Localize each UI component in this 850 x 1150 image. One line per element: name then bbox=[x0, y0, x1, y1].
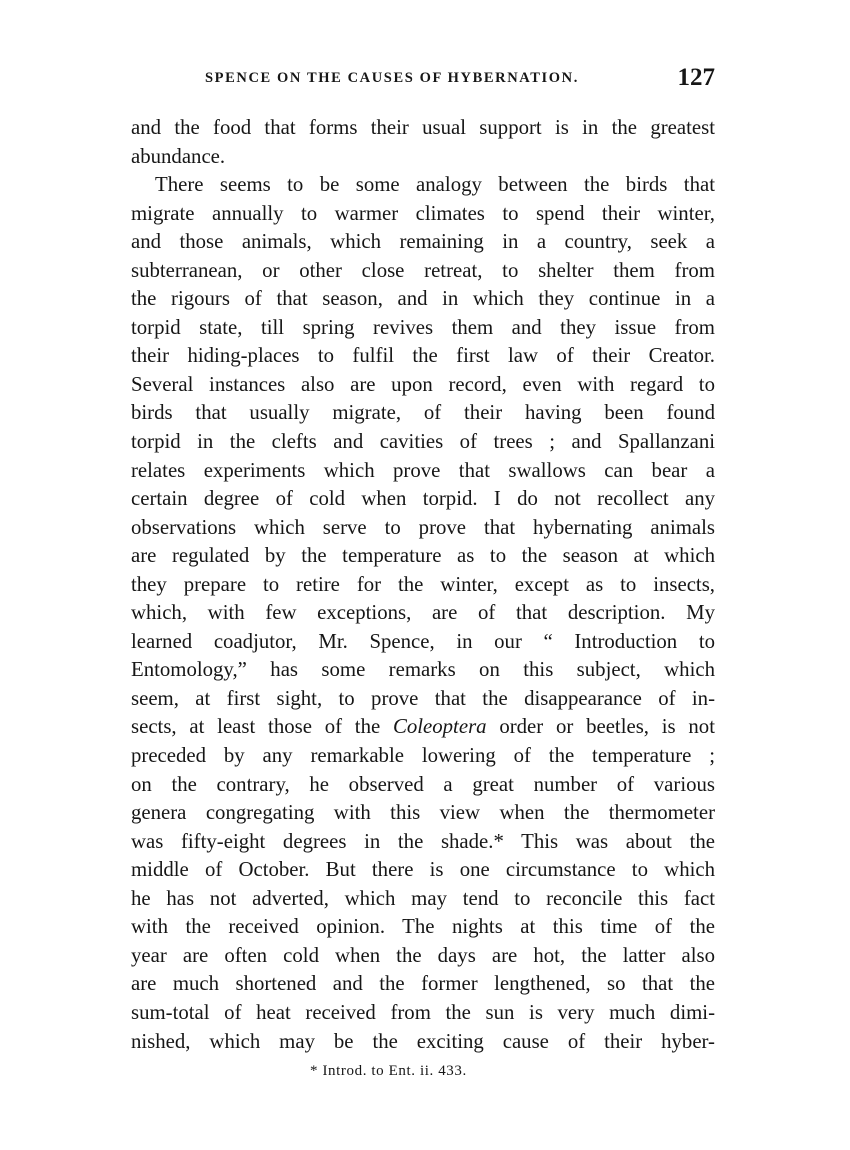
text-line: torpid in the clefts and cavities of trees ; and Spallanzani bbox=[131, 430, 715, 454]
text-line: genera congregating with this view when the thermometer bbox=[131, 801, 715, 825]
text-line: are regulated by the temperature as to the season at which bbox=[131, 544, 715, 568]
text-line: their hiding-places to fulfil the first law of their Creator. bbox=[131, 344, 715, 368]
italic-term-coleoptera: Coleoptera bbox=[392, 715, 487, 739]
text-line: are much shortened and the former lengthened, so that the bbox=[131, 972, 715, 996]
text-line: relates experiments which prove that swallows can bear a bbox=[131, 458, 715, 482]
running-title: SPENCE ON THE CAUSES OF HYBERNATION. bbox=[205, 70, 579, 86]
text-line: year are often cold when the days are hot, the latter also bbox=[131, 943, 715, 967]
text-line: birds that usually migrate, of their having been found bbox=[131, 401, 715, 425]
text-line: and the food that forms their usual support is in the greatest bbox=[131, 116, 715, 139]
text-line: was fifty-eight degrees in the shade.* This was about the bbox=[131, 829, 715, 853]
text-line: subterranean, or other close retreat, to shelter them from bbox=[131, 258, 715, 282]
text-line: nished, which may be the exciting cause of their hyber- bbox=[131, 1029, 715, 1053]
text-line: he has not adverted, which may tend to reconcile this fact bbox=[131, 886, 715, 910]
footnote: * Introd. to Ent. ii. 433. bbox=[310, 1063, 467, 1079]
text-line: torpid state, till spring revives them and they issue from bbox=[131, 315, 715, 339]
body-text bbox=[131, 114, 715, 1056]
text-line: Several instances also are upon record, even with regard to bbox=[131, 372, 715, 396]
text-line: on the contrary, he observed a great number of various bbox=[131, 772, 715, 796]
text-line: and those animals, which remaining in a country, seek a bbox=[131, 230, 715, 254]
text-line: abundance. bbox=[131, 144, 226, 168]
text-line: which, with few exceptions, are of that description. My bbox=[131, 601, 715, 625]
text-line: certain degree of cold when torpid. I do not recollect any bbox=[131, 487, 715, 511]
text-line: they prepare to retire for the winter, except as to insects, bbox=[131, 572, 715, 596]
text-line: with the received opinion. The nights at this time of the bbox=[131, 915, 715, 939]
text-segment: sects, at least those of the bbox=[131, 715, 393, 739]
text-line: observations which serve to prove that hybernating animals bbox=[131, 515, 715, 539]
text-line: sum-total of heat received from the sun is very much dimi- bbox=[131, 1000, 715, 1024]
running-head bbox=[131, 64, 715, 98]
text-line: middle of October. But there is one circumstance to which bbox=[131, 858, 715, 882]
text-line: Entomology,” has some remarks on this subject, which bbox=[131, 658, 715, 682]
text-line: migrate annually to warmer climates to spend their winter, bbox=[131, 201, 715, 225]
text-line: the rigours of that season, and in which they continue in a bbox=[131, 287, 715, 311]
page-number: 127 bbox=[677, 64, 715, 91]
text-line: learned coadjutor, Mr. Spence, in our “ Introduction to bbox=[131, 629, 715, 653]
text-line-with-italic bbox=[131, 713, 715, 742]
paragraph-start-line: There seems to be some analogy between the birds that bbox=[155, 173, 715, 197]
text-line: seem, at first sight, to prove that the disappearance of in- bbox=[131, 686, 715, 710]
text-line: preceded by any remarkable lowering of the temperature ; bbox=[131, 744, 715, 768]
text-segment: order or beetles, is not bbox=[486, 715, 715, 739]
